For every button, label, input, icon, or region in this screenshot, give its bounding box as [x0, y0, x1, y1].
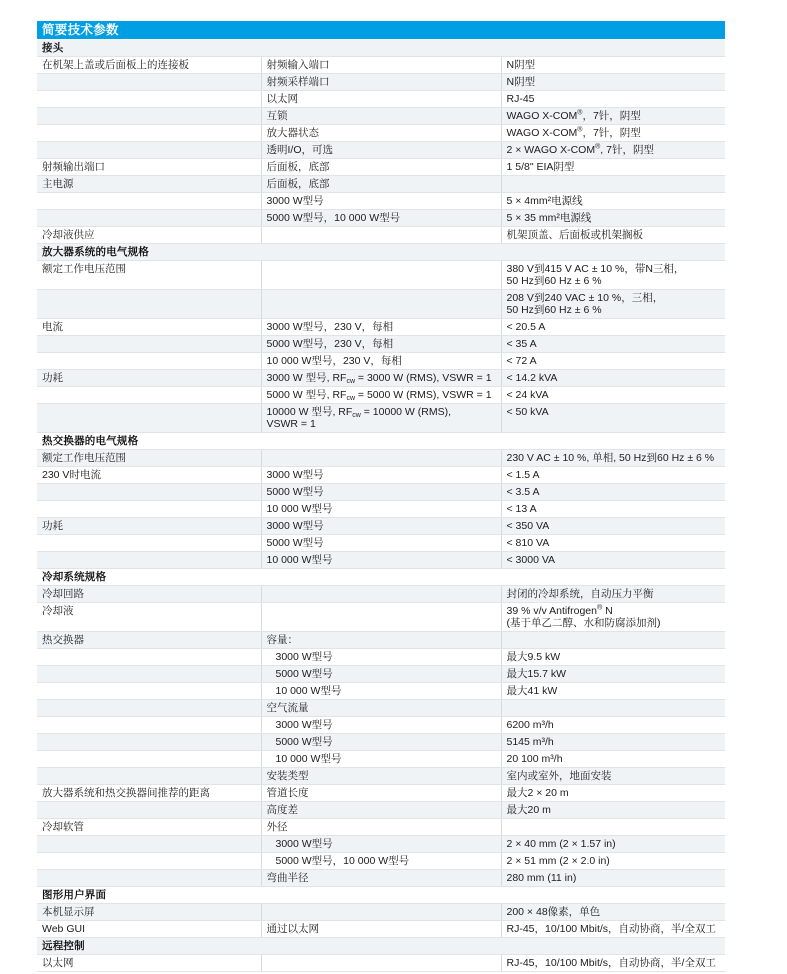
spec-label-cell: 冷却液供应: [37, 227, 261, 244]
spec-condition-cell: 5000 W型号: [261, 535, 501, 552]
spec-condition-cell: 10 000 W型号: [261, 683, 501, 700]
spec-row: [37, 819, 725, 836]
spec-row: [37, 870, 725, 887]
section-header-row: [37, 40, 725, 57]
spec-row: [37, 768, 725, 785]
section-header-label: 热交换器的电气规格: [37, 433, 725, 450]
spec-row: [37, 227, 725, 244]
spec-condition-cell: [261, 450, 501, 467]
spec-label-cell: 本机显示屏: [37, 904, 261, 921]
spec-row: [37, 91, 725, 108]
spec-condition-cell: 10 000 W型号: [261, 751, 501, 768]
spec-row: [37, 904, 725, 921]
spec-value-cell: [501, 700, 725, 717]
spec-condition-cell: 管道长度: [261, 785, 501, 802]
spec-table-body: [37, 40, 725, 972]
spec-value-cell: 封闭的冷却系统，自动压力平衡: [501, 586, 725, 603]
spec-row: [37, 683, 725, 700]
spec-condition-cell: 后面板，底部: [261, 176, 501, 193]
spec-condition-cell: 容量：: [261, 632, 501, 649]
spec-label-cell: 额定工作电压范围: [37, 450, 261, 467]
spec-value-cell: 5 × 35 mm²电源线: [501, 210, 725, 227]
spec-condition-cell: 安装类型: [261, 768, 501, 785]
spec-value-cell: < 24 kVA: [501, 387, 725, 404]
spec-condition-cell: [261, 227, 501, 244]
spec-value-cell: 230 V AC ± 10 %, 单相, 50 Hz到60 Hz ± 6 %: [501, 450, 725, 467]
spec-label-cell: [37, 125, 261, 142]
spec-label-cell: 冷却液: [37, 603, 261, 632]
spec-value-cell: 208 V到240 VAC ± 10 %，三相， 50 Hz到60 Hz ± 6 %: [501, 290, 725, 319]
spec-value-cell: < 35 A: [501, 336, 725, 353]
spec-value-cell: < 810 VA: [501, 535, 725, 552]
spec-condition-cell: 5000 W型号: [261, 666, 501, 683]
spec-label-cell: [37, 666, 261, 683]
spec-value-cell: 1 5/8" EIA阴型: [501, 159, 725, 176]
spec-label-cell: [37, 290, 261, 319]
spec-condition-cell: 高度差: [261, 802, 501, 819]
section-header-label: 冷却系统规格: [37, 569, 725, 586]
spec-label-cell: 额定工作电压范围: [37, 261, 261, 290]
section-header-label: 接头: [37, 40, 725, 57]
spec-row: [37, 387, 725, 404]
spec-label-cell: [37, 404, 261, 433]
spec-value-cell: < 14.2 kVA: [501, 370, 725, 387]
spec-condition-cell: 透明I/O，可选: [261, 142, 501, 159]
spec-row: [37, 261, 725, 290]
spec-condition-cell: 3000 W型号: [261, 193, 501, 210]
spec-value-cell: RJ-45，10/100 Mbit/s，自动协商，半/全双工: [501, 955, 725, 972]
spec-value-cell: 最大2 × 20 m: [501, 785, 725, 802]
spec-value-cell: 200 × 48像素，单色: [501, 904, 725, 921]
spec-condition-cell: 3000 W型号: [261, 836, 501, 853]
spec-condition-cell: 3000 W型号: [261, 649, 501, 666]
spec-row: [37, 501, 725, 518]
spec-value-cell: 20 100 m³/h: [501, 751, 725, 768]
spec-label-cell: 电流: [37, 319, 261, 336]
spec-value-cell: 380 V到415 V AC ± 10 %，带N三相， 50 Hz到60 Hz ± 6 %: [501, 261, 725, 290]
spec-label-cell: [37, 751, 261, 768]
spec-label-cell: [37, 768, 261, 785]
spec-value-cell: 机架顶盖、后面板或机架搁板: [501, 227, 725, 244]
spec-label-cell: 230 V时电流: [37, 467, 261, 484]
spec-label-cell: [37, 535, 261, 552]
spec-value-cell: 最大9.5 kW: [501, 649, 725, 666]
spec-row: [37, 353, 725, 370]
spec-value-cell: RJ-45: [501, 91, 725, 108]
spec-row: [37, 210, 725, 227]
spec-label-cell: [37, 501, 261, 518]
spec-table: [37, 40, 725, 972]
spec-condition-cell: 空气流量: [261, 700, 501, 717]
spec-row: [37, 552, 725, 569]
spec-value-cell: < 1.5 A: [501, 467, 725, 484]
spec-row: [37, 734, 725, 751]
spec-condition-cell: 3000 W型号: [261, 717, 501, 734]
spec-row: [37, 159, 725, 176]
spec-row: [37, 484, 725, 501]
spec-row: [37, 74, 725, 91]
spec-label-cell: 以太网: [37, 955, 261, 972]
spec-value-cell: 39 % v/v Antifrogen® N (基于单乙二醇、水和防腐添加剂): [501, 603, 725, 632]
spec-label-cell: [37, 108, 261, 125]
section-header-row: [37, 887, 725, 904]
spec-label-cell: 放大器系统和热交换器间推荐的距离: [37, 785, 261, 802]
spec-condition-cell: 10 000 W型号: [261, 552, 501, 569]
spec-value-cell: 最大15.7 kW: [501, 666, 725, 683]
spec-condition-cell: 5000 W型号: [261, 734, 501, 751]
spec-value-cell: 280 mm (11 in): [501, 870, 725, 887]
spec-value-cell: N阴型: [501, 74, 725, 91]
spec-row: [37, 535, 725, 552]
spec-label-cell: 功耗: [37, 370, 261, 387]
spec-value-cell: [501, 632, 725, 649]
section-header-label: 远程控制: [37, 938, 725, 955]
spec-label-cell: [37, 74, 261, 91]
spec-label-cell: [37, 552, 261, 569]
spec-row: [37, 57, 725, 74]
spec-value-cell: RJ-45，10/100 Mbit/s，自动协商，半/全双工: [501, 921, 725, 938]
spec-row: [37, 649, 725, 666]
spec-row: [37, 142, 725, 159]
spec-condition-cell: 通过以太网: [261, 921, 501, 938]
spec-value-cell: 2 × 40 mm (2 × 1.57 in): [501, 836, 725, 853]
spec-condition-cell: 后面板，底部: [261, 159, 501, 176]
spec-row: [37, 450, 725, 467]
spec-label-cell: 冷却回路: [37, 586, 261, 603]
spec-label-cell: [37, 353, 261, 370]
spec-condition-cell: 10 000 W型号，230 V，每相: [261, 353, 501, 370]
spec-row: [37, 290, 725, 319]
spec-value-cell: < 20.5 A: [501, 319, 725, 336]
spec-condition-cell: 3000 W 型号, $RF_{cw} = 3000$ W (RMS), VSWR = 1: [261, 370, 501, 387]
spec-row: [37, 108, 725, 125]
spec-condition-cell: 10 000 W型号: [261, 501, 501, 518]
spec-value-cell: 2 × 51 mm (2 × 2.0 in): [501, 853, 725, 870]
spec-condition-cell: [261, 586, 501, 603]
spec-value-cell: < 3000 VA: [501, 552, 725, 569]
spec-label-cell: 功耗: [37, 518, 261, 535]
spec-value-cell: [501, 819, 725, 836]
spec-label-cell: [37, 649, 261, 666]
spec-row: [37, 700, 725, 717]
spec-value-cell: < 50 kVA: [501, 404, 725, 433]
spec-label-cell: 热交换器: [37, 632, 261, 649]
spec-section: [37, 21, 725, 972]
spec-condition-cell: 弯曲半径: [261, 870, 501, 887]
spec-value-cell: 5145 m³/h: [501, 734, 725, 751]
spec-label-cell: Web GUI: [37, 921, 261, 938]
spec-row: [37, 336, 725, 353]
spec-value-cell: 室内或室外，地面安装: [501, 768, 725, 785]
spec-condition-cell: [261, 955, 501, 972]
spec-condition-cell: 互锁: [261, 108, 501, 125]
spec-row: [37, 125, 725, 142]
spec-row: [37, 853, 725, 870]
spec-value-cell: 最大41 kW: [501, 683, 725, 700]
spec-label-cell: [37, 387, 261, 404]
spec-condition-cell: 3000 W型号，230 V，每相: [261, 319, 501, 336]
spec-label-cell: [37, 870, 261, 887]
spec-row: [37, 193, 725, 210]
spec-condition-cell: 3000 W型号: [261, 518, 501, 535]
spec-row: [37, 370, 725, 387]
spec-label-cell: [37, 210, 261, 227]
spec-value-cell: [501, 176, 725, 193]
section-header-row: [37, 433, 725, 450]
spec-label-cell: [37, 717, 261, 734]
spec-row: [37, 717, 725, 734]
spec-value-cell: N阴型: [501, 57, 725, 74]
spec-value-cell: < 350 VA: [501, 518, 725, 535]
spec-condition-cell: 以太网: [261, 91, 501, 108]
spec-row: [37, 518, 725, 535]
section-header-label: 放大器系统的电气规格: [37, 244, 725, 261]
spec-condition-cell: [261, 904, 501, 921]
spec-value-cell: WAGO X-COM®，7针，阴型: [501, 125, 725, 142]
spec-label-cell: 在机架上盖或后面板上的连接板: [37, 57, 261, 74]
spec-row: [37, 603, 725, 632]
spec-condition-cell: 3000 W型号: [261, 467, 501, 484]
spec-row: [37, 404, 725, 433]
spec-row: [37, 666, 725, 683]
spec-condition-cell: 射频输入端口: [261, 57, 501, 74]
section-header-row: [37, 569, 725, 586]
spec-label-cell: [37, 142, 261, 159]
spec-label-cell: [37, 836, 261, 853]
spec-row: [37, 586, 725, 603]
spec-value-cell: 最大20 m: [501, 802, 725, 819]
spec-label-cell: [37, 193, 261, 210]
spec-condition-cell: [261, 290, 501, 319]
section-header-row: [37, 938, 725, 955]
spec-value-cell: < 3.5 A: [501, 484, 725, 501]
spec-row: [37, 802, 725, 819]
spec-condition-cell: [261, 261, 501, 290]
spec-label-cell: 主电源: [37, 176, 261, 193]
spec-label-cell: [37, 700, 261, 717]
spec-row: [37, 751, 725, 768]
spec-table-title: 简要技术参数: [37, 21, 725, 39]
spec-condition-cell: 10000 W 型号, $RF_{cw} = 10000$ W (RMS), VSWR = 1: [261, 404, 501, 433]
spec-label-cell: [37, 336, 261, 353]
spec-value-cell: 5 × 4mm²电源线: [501, 193, 725, 210]
spec-row: [37, 632, 725, 649]
spec-value-cell: < 72 A: [501, 353, 725, 370]
spec-label-cell: [37, 683, 261, 700]
spec-condition-cell: 5000 W 型号, $RF_{cw} = 5000$ W (RMS), VSWR = 1: [261, 387, 501, 404]
section-header-row: [37, 244, 725, 261]
spec-condition-cell: 5000 W型号，10 000 W型号: [261, 210, 501, 227]
spec-value-cell: < 13 A: [501, 501, 725, 518]
spec-value-cell: WAGO X-COM®，7针，阴型: [501, 108, 725, 125]
spec-row: [37, 176, 725, 193]
spec-condition-cell: 放大器状态: [261, 125, 501, 142]
spec-condition-cell: 5000 W型号，10 000 W型号: [261, 853, 501, 870]
spec-row: [37, 785, 725, 802]
spec-condition-cell: 射频采样端口: [261, 74, 501, 91]
spec-row: [37, 319, 725, 336]
spec-value-cell: 2 × WAGO X-COM®, 7针，阴型: [501, 142, 725, 159]
spec-row: [37, 921, 725, 938]
spec-row: [37, 467, 725, 484]
spec-row: [37, 955, 725, 972]
spec-condition-cell: 5000 W型号，230 V，每相: [261, 336, 501, 353]
spec-label-cell: [37, 484, 261, 501]
spec-row: [37, 836, 725, 853]
spec-label-cell: [37, 734, 261, 751]
spec-label-cell: 射频输出端口: [37, 159, 261, 176]
spec-condition-cell: 5000 W型号: [261, 484, 501, 501]
spec-value-cell: 6200 m³/h: [501, 717, 725, 734]
section-header-label: 图形用户界面: [37, 887, 725, 904]
spec-condition-cell: 外径: [261, 819, 501, 836]
spec-condition-cell: [261, 603, 501, 632]
spec-label-cell: [37, 91, 261, 108]
spec-label-cell: 冷却软管: [37, 819, 261, 836]
spec-label-cell: [37, 802, 261, 819]
spec-label-cell: [37, 853, 261, 870]
